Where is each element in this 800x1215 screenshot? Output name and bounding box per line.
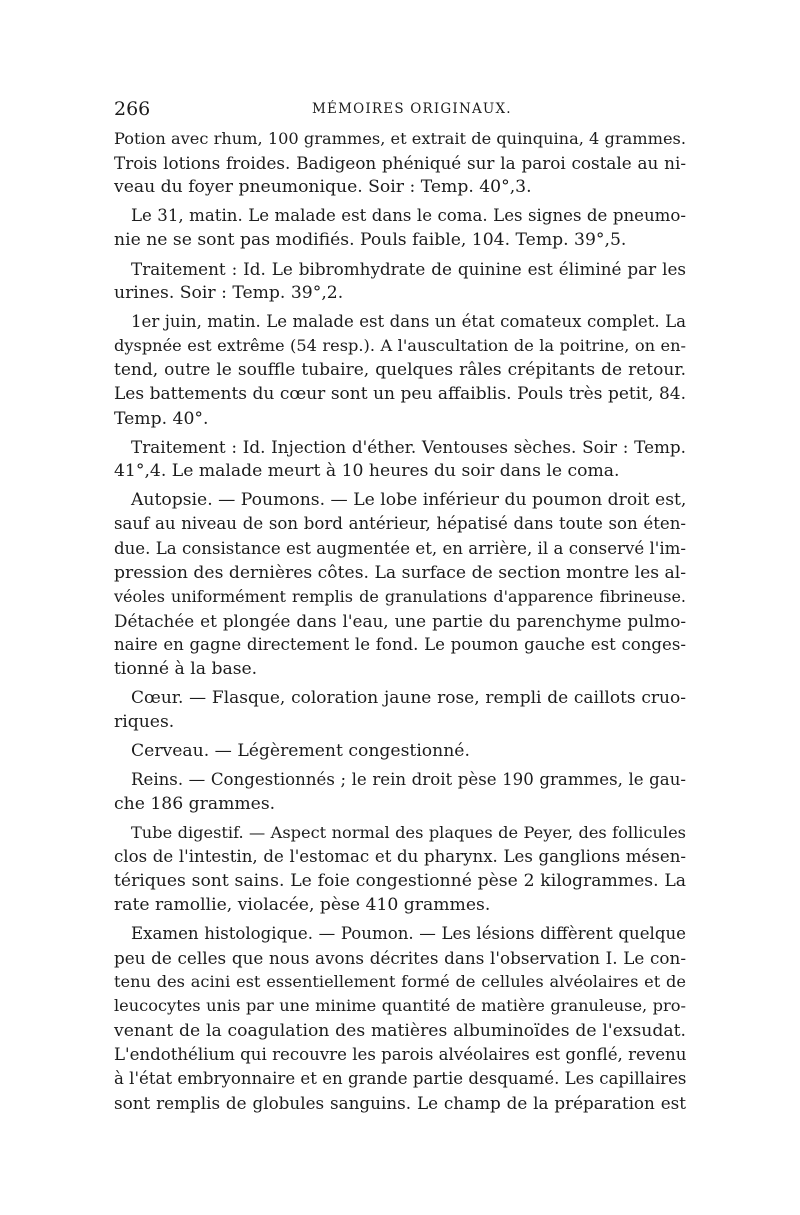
text-line: véoles uniformément remplis de granulations d'apparence fibrineuse. — [114, 586, 686, 606]
text-line: sauf au niveau de son bord antérieur, hépatisé dans toute son éten- — [114, 514, 686, 534]
text-line: dyspnée est extrême (54 resp.). A l'auscultation de la poitrine, on en- — [114, 336, 686, 355]
body-text — [114, 127, 686, 1115]
text-line: Reins. — Congestionnés ; le rein droit pèse 190 grammes, le gau- — [131, 769, 686, 789]
running-title: MÉMOIRES ORIGINAUX. — [312, 101, 512, 117]
page-header — [114, 98, 686, 126]
text-line: Tube digestif. — Aspect normal des plaques de Peyer, des follicules — [131, 822, 686, 842]
text-line: Cerveau. — Légèrement congestionné. — [131, 741, 470, 761]
text-line: Le 31, matin. Le malade est dans le coma. Les signes de pneumo- — [131, 206, 686, 226]
text-line: pression des dernières côtes. La surface de section montre les al- — [114, 562, 687, 583]
text-line: Les battements du cœur sont un peu affaiblis. Pouls très petit, 84. — [114, 384, 686, 405]
text-line: veau du foyer pneumonique. Soir : Temp. 40°,3. — [114, 177, 532, 198]
text-line: Autopsie. — Poumons. — Le lobe inférieur du poumon droit est, — [131, 490, 687, 511]
text-line: rate ramollie, violacée, pèse 410 grammes. — [114, 895, 491, 916]
text-line: due. La consistance est augmentée et, en arrière, il a conservé l'im- — [114, 538, 686, 558]
text-line: tionné à la base. — [114, 659, 258, 680]
text-line: che 186 grammes. — [114, 793, 276, 814]
text-line: Examen histologique. — Poumon. — Les lésions diffèrent quelque — [131, 923, 686, 943]
text-line: naire en gagne directement le fond. Le poumon gauche est conges- — [114, 635, 686, 655]
text-line: venant de la coagulation des matières albuminoïdes de l'exsudat. — [114, 1020, 686, 1041]
text-line: Détachée et plongée dans l'eau, une partie du parenchyme pulmo- — [114, 611, 686, 632]
text-line: tenu des acini est essentiellement formé de cellules alvéolaires et de — [114, 972, 686, 992]
text-line: à l'état embryonnaire et en grande partie desquamé. Les capillaires — [114, 1068, 687, 1088]
text-line: Traitement : Id. Injection d'éther. Ventouses sèches. Soir : Temp. — [131, 437, 686, 458]
text-line: 1er juin, matin. Le malade est dans un état comateux complet. La — [131, 311, 686, 331]
text-line: Traitement : Id. Le bibromhydrate de quinine est éliminé par les — [131, 258, 686, 279]
text-line: peu de celles que nous avons décrites dans l'observation I. Le con- — [114, 948, 686, 968]
text-line: Cœur. — Flasque, coloration jaune rose, rempli de caillots cruo- — [131, 688, 686, 709]
text-line: riques. — [114, 712, 175, 733]
text-line: tend, outre le souffle tubaire, quelques râles crépitants de retour. — [114, 360, 686, 381]
text-line: Trois lotions froides. Badigeon phéniqué sur la paroi costale au ni- — [114, 153, 686, 174]
text-line: 41°,4. Le malade meurt à 10 heures du soir dans le coma. — [114, 461, 620, 482]
text-line: nie ne se sont pas modifiés. Pouls faible, 104. Temp. 39°,5. — [114, 230, 627, 251]
text-line: urines. Soir : Temp. 39°,2. — [114, 283, 344, 304]
text-line: sont remplis de globules sanguins. Le champ de la préparation est — [114, 1093, 686, 1114]
text-line: L'endothélium qui recouvre les parois alvéolaires est gonflé, revenu — [114, 1044, 687, 1064]
page-number: 266 — [114, 98, 151, 120]
text-line: clos de l'intestin, de l'estomac et du pharynx. Les ganglions mésen- — [114, 846, 686, 866]
text-line: Potion avec rhum, 100 grammes, et extrait de quinquina, 4 grammes. — [114, 129, 686, 148]
text-line: Temp. 40°. — [114, 408, 209, 429]
text-line: tériques sont sains. Le foie congestionné pèse 2 kilogrammes. La — [114, 870, 686, 891]
text-line: leucocytes unis par une minime quantité de matière granuleuse, pro- — [114, 996, 686, 1016]
